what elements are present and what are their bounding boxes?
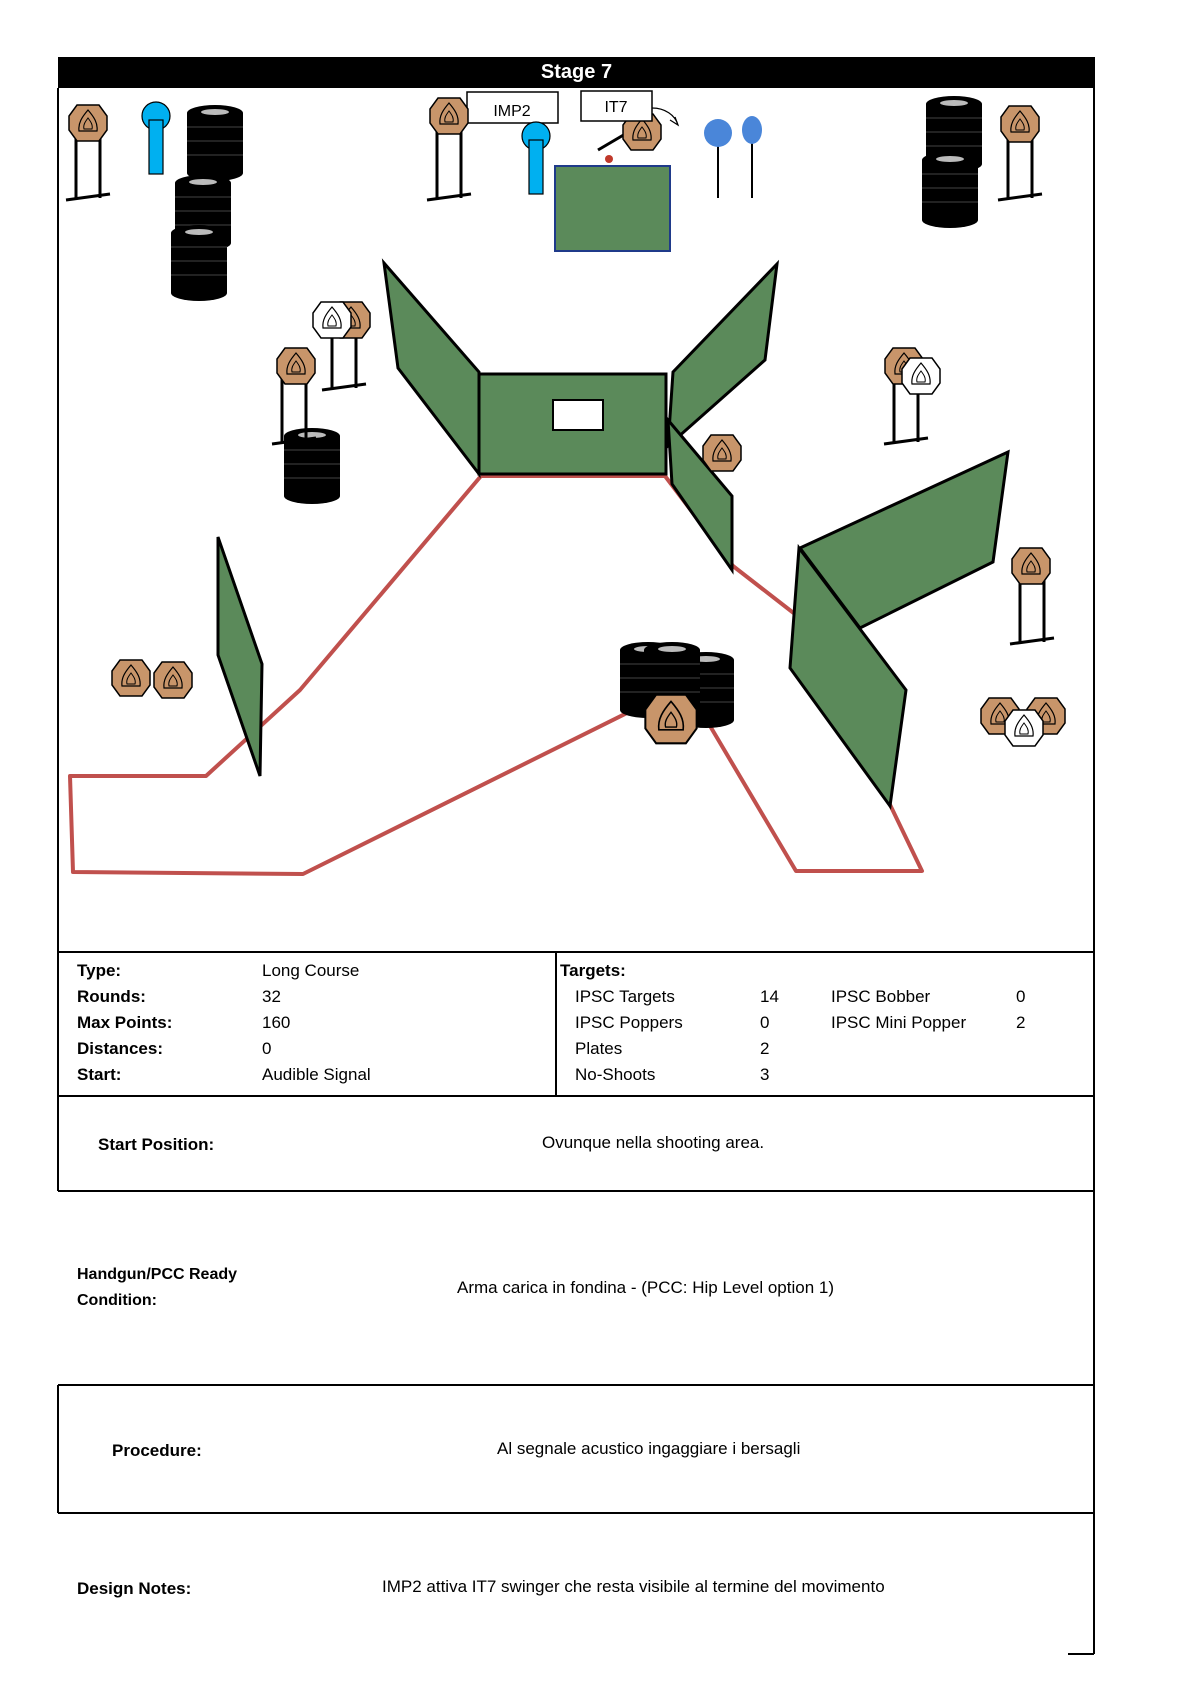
start-label: Start: (77, 1065, 122, 1084)
procedure-label: Procedure: (112, 1441, 202, 1460)
type-label: Type: (77, 961, 122, 980)
plate-2 (742, 116, 762, 198)
info-grid (58, 952, 1094, 1513)
ipsc-targets-label: IPSC Targets (575, 987, 675, 1006)
ipsc-mini-popper-label: IPSC Mini Popper (831, 1013, 967, 1032)
start-position-label: Start Position: (98, 1135, 215, 1154)
distances-label: Distances: (77, 1039, 163, 1058)
wall-left-short (218, 537, 262, 776)
start-position-text: Ovunque nella shooting area. (542, 1133, 765, 1152)
max-points-value: 160 (262, 1013, 291, 1032)
callout-it7: IT7 (604, 99, 628, 116)
rounds-label: Rounds: (77, 987, 146, 1006)
window-port (553, 400, 603, 430)
design-notes-text: IMP2 attiva IT7 swinger che resta visibile al termine del movimento (382, 1577, 885, 1596)
walls (218, 263, 1008, 806)
design-notes-label: Design Notes: (77, 1579, 192, 1598)
start-value: Audible Signal (262, 1065, 371, 1084)
max-points-label: Max Points: (77, 1013, 173, 1032)
plates-value: 2 (760, 1039, 770, 1058)
ready-condition-text: Arma carica in fondina - (PCC: Hip Level option 1) (457, 1278, 834, 1297)
type-value: Long Course (262, 961, 360, 980)
plates-label: Plates (575, 1039, 623, 1058)
ipsc-mini-popper-value: 2 (1016, 1013, 1026, 1032)
wall-right-wing (668, 264, 777, 446)
ipsc-bobber-label: IPSC Bobber (831, 987, 931, 1006)
procedure-text: Al segnale acustico ingaggiare i bersagli (497, 1439, 801, 1458)
mini-popper-left (142, 102, 170, 174)
ipsc-targets-value: 14 (760, 987, 779, 1006)
wall-left-wing (384, 263, 479, 474)
no-shoots-label: No-Shoots (575, 1065, 656, 1084)
ready-condition-label-1: Handgun/PCC Ready (77, 1266, 238, 1283)
stage-title: Stage 7 (58, 57, 1095, 88)
ipsc-poppers-label: IPSC Poppers (575, 1013, 683, 1032)
no-shoots-value: 3 (760, 1065, 770, 1084)
rounds-value: 32 (262, 987, 281, 1006)
popper-imp2 (522, 122, 550, 194)
plate-1 (704, 119, 732, 198)
ready-condition-label-2: Condition: (77, 1292, 157, 1309)
ipsc-bobber-value: 0 (1016, 987, 1026, 1006)
ipsc-poppers-value: 0 (760, 1013, 770, 1032)
activator-table (555, 166, 670, 251)
distances-value: 0 (262, 1039, 272, 1058)
targets-heading: Targets: (560, 961, 626, 980)
callout-imp2: IMP2 (493, 103, 531, 120)
